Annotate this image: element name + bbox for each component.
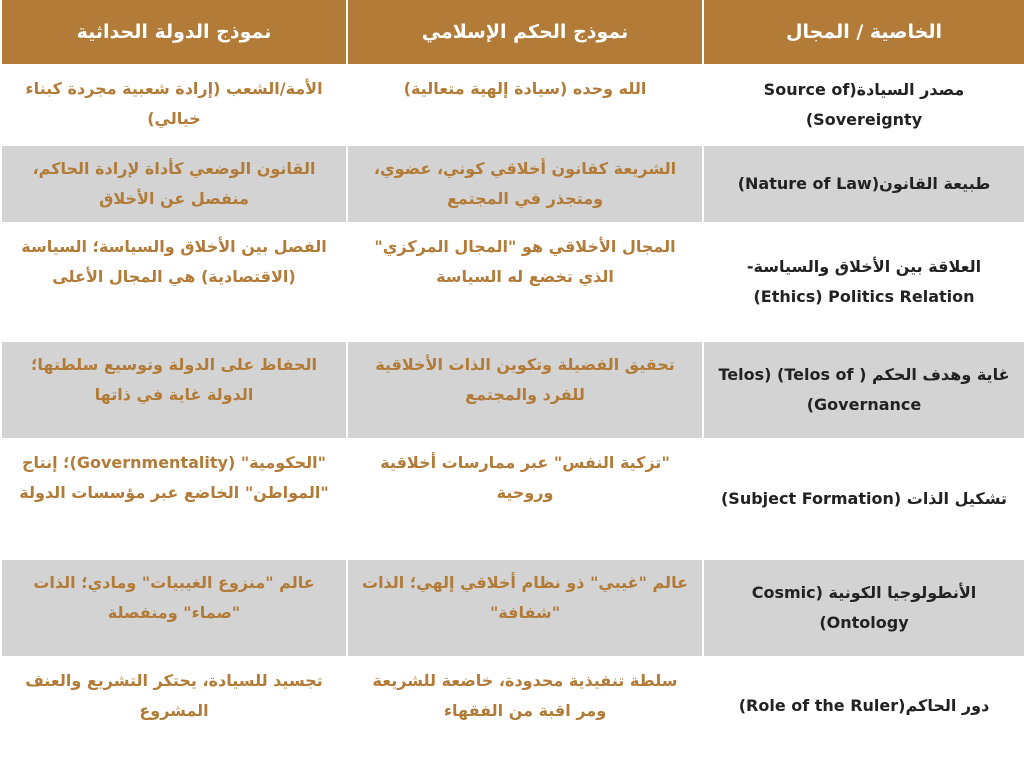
row-property: الأنطولوجيا الكونية (Cosmic Ontology) bbox=[702, 560, 1024, 658]
row-modern-value: الأمة/الشعب (إرادة شعبية مجردة كبناء خيالي) bbox=[0, 66, 346, 146]
row-property: العلاقة بين الأخلاق والسياسة-Ethics) Politics Relation) bbox=[702, 224, 1024, 342]
row-islamic-value: "تزكية النفس" عبر ممارسات أخلاقية وروحية bbox=[346, 440, 702, 560]
header-modern-state-model: نموذج الدولة الحداثية bbox=[0, 0, 346, 66]
header-property: الخاصية / المجال bbox=[702, 0, 1024, 66]
row-islamic-value: المجال الأخلاقي هو "المجال المركزي" الذي تخضع له السياسة bbox=[346, 224, 702, 342]
row-islamic-value: عالم "غيبي" ذو نظام أخلاقي إلهي؛ الذات "شفافة" bbox=[346, 560, 702, 658]
row-modern-value: الفصل بين الأخلاق والسياسة؛ السياسة (الاقتصادية) هي المجال الأعلى bbox=[0, 224, 346, 342]
row-property: مصدر السيادة(Source of Sovereignty) bbox=[702, 66, 1024, 146]
row-modern-value: عالم "منزوع الغيبيات" ومادي؛ الذات "صماء" ومنفصلة bbox=[0, 560, 346, 658]
row-modern-value: تجسيد للسيادة، يحتكر التشريع والعنف المشروع bbox=[0, 658, 346, 757]
row-islamic-value: تحقيق الفضيلة وتكوين الذات الأخلاقية للفرد والمجتمع bbox=[346, 342, 702, 440]
header-islamic-model: نموذج الحكم الإسلامي bbox=[346, 0, 702, 66]
row-islamic-value: سلطة تنفيذية محدودة، خاضعة للشريعة ومر اقبة من الفقهاء bbox=[346, 658, 702, 757]
row-property: طبيعة القانون(Nature of Law) bbox=[702, 146, 1024, 224]
row-islamic-value: الشريعة كقانون أخلاقي كوني، عضوي، ومتجذر في المجتمع bbox=[346, 146, 702, 224]
row-modern-value: "الحكومية" (Governmentality)؛ إنتاج "المواطن" الخاضع عبر مؤسسات الدولة bbox=[0, 440, 346, 560]
row-islamic-value: الله وحده (سيادة إلهية متعالية) bbox=[346, 66, 702, 146]
row-modern-value: الحفاظ على الدولة وتوسيع سلطتها؛ الدولة غاية في ذاتها bbox=[0, 342, 346, 440]
row-property: دور الحاكم(Role of the Ruler) bbox=[702, 658, 1024, 757]
row-property: غاية وهدف الحكم ( Telos of) (Telos Governance) bbox=[702, 342, 1024, 440]
row-property: تشكيل الذات (Subject Formation) bbox=[702, 440, 1024, 560]
row-modern-value: القانون الوضعي كأداة لإرادة الحاكم، منفصل عن الأخلاق bbox=[0, 146, 346, 224]
